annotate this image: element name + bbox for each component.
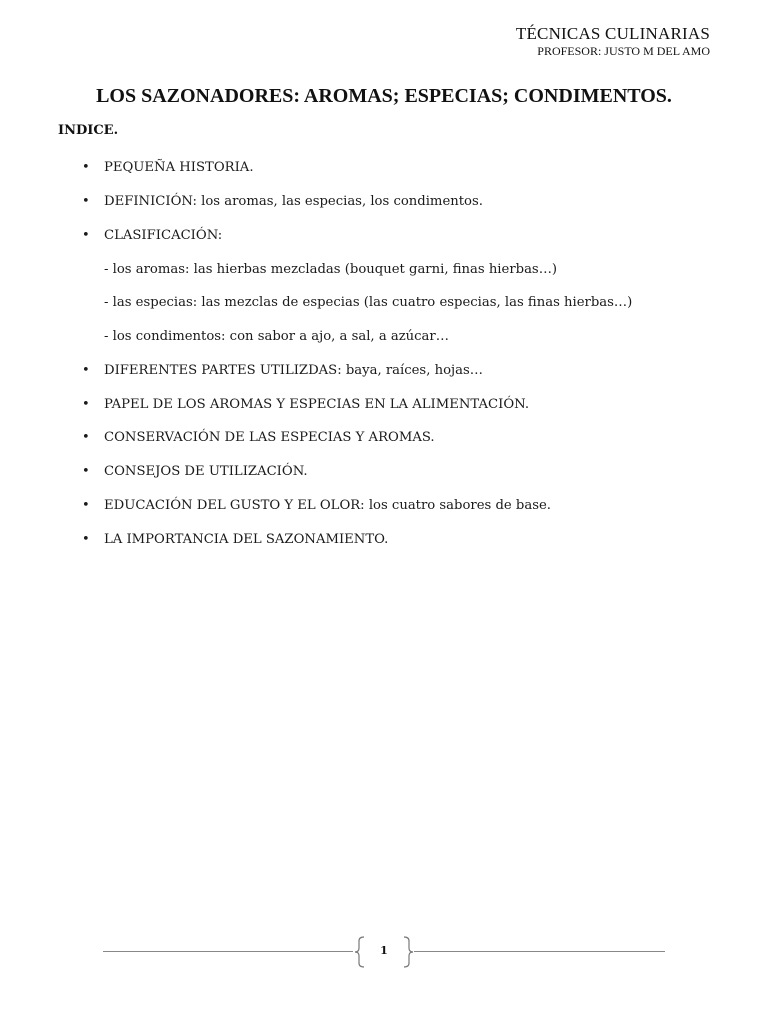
index-item-text: PAPEL DE LOS AROMAS Y ESPECIAS EN LA ALIMENTACIÓN. <box>104 397 530 412</box>
bullet-icon: • <box>82 430 90 445</box>
index-subitem <box>104 262 557 277</box>
index-item-text: CLASIFICACIÓN: <box>104 228 223 243</box>
document-title: LOS SAZONADORES: AROMAS; ESPECIAS; CONDIMENTOS. <box>96 85 672 107</box>
index-subitem-text: - las especias: las mezclas de especias (las cuatro especias, las finas hierbas…) <box>104 295 633 310</box>
bullet-icon: • <box>82 194 90 209</box>
footer-rule-left <box>103 951 353 952</box>
bullet-icon: • <box>82 498 90 513</box>
index-item <box>82 532 389 547</box>
index-item <box>82 430 435 445</box>
header-course-title: TÉCNICAS CULINARIAS <box>515 24 710 43</box>
bullet-icon: • <box>82 532 90 547</box>
bullet-icon: • <box>82 363 90 378</box>
index-item-text: CONSEJOS DE UTILIZACIÓN. <box>104 464 308 479</box>
index-item <box>82 464 308 479</box>
index-subitem <box>104 329 449 344</box>
index-subitem-text: - los condimentos: con sabor a ajo, a sal, a azúcar… <box>104 329 449 344</box>
index-subitem <box>104 295 632 310</box>
index-item-text: EDUCACIÓN DEL GUSTO Y EL OLOR: los cuatro sabores de base. <box>104 498 551 513</box>
index-item <box>82 194 483 209</box>
index-item-text: DIFERENTES PARTES UTILIZDAS: baya, raíces, hojas… <box>104 363 483 378</box>
footer-rule-right <box>414 951 665 952</box>
page-number: 1 <box>380 944 388 957</box>
index-item-text: LA IMPORTANCIA DEL SAZONAMIENTO. <box>104 532 389 547</box>
index-heading: INDICE. <box>58 123 119 138</box>
index-subitem-text: - los aromas: las hierbas mezcladas (bouquet garni, finas hierbas…) <box>104 262 558 277</box>
header-professor: PROFESOR: JUSTO M DEL AMO <box>537 44 710 58</box>
index-item <box>82 228 223 243</box>
index-item-text: DEFINICIÓN: los aromas, las especias, los condimentos. <box>104 194 483 209</box>
index-item <box>82 397 530 412</box>
index-item-text: CONSERVACIÓN DE LAS ESPECIAS Y AROMAS. <box>104 430 435 445</box>
bullet-icon: • <box>82 160 90 175</box>
index-item-text: PEQUEÑA HISTORIA. <box>104 160 254 175</box>
index-item <box>82 363 483 378</box>
bullet-icon: • <box>82 228 90 243</box>
bullet-icon: • <box>82 464 90 479</box>
index-item <box>82 160 254 175</box>
bullet-icon: • <box>82 397 90 412</box>
index-item <box>82 498 551 513</box>
